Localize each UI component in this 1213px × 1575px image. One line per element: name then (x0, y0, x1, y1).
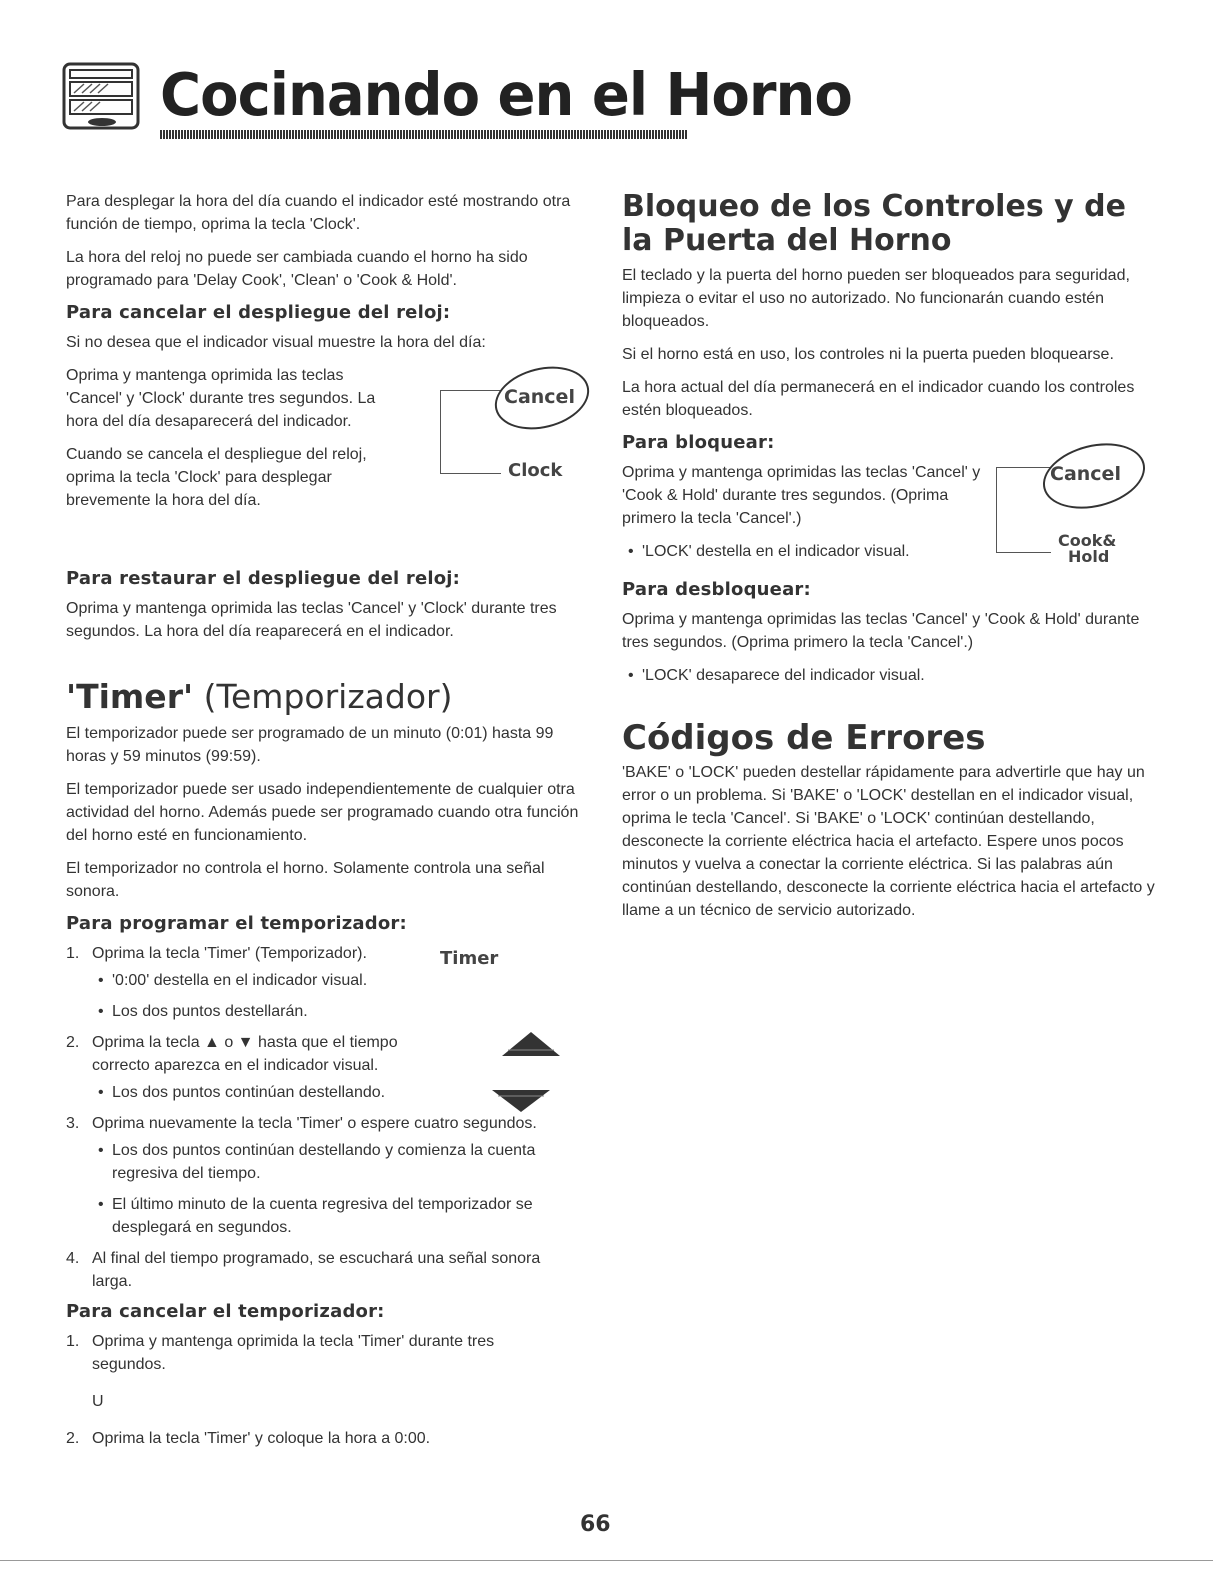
cook-hold-key (1058, 533, 1116, 565)
restore-clock-heading: Para restaurar el despliegue del reloj: (66, 568, 461, 589)
hold-key-label: Hold (1068, 547, 1110, 566)
lock-subheading: Para bloquear: (622, 432, 775, 453)
restore-clock-paragraph: Oprima y mantenga oprimida las teclas 'Cancel' y 'Clock' durante tres segundos. La hora del día reaparecerá en el indicador. (66, 600, 557, 640)
cancel-timer-heading: Para cancelar el temporizador: (66, 1301, 385, 1322)
timer-paragraph-1: El temporizador puede ser programado de un minuto (0:01) hasta 99 horas y 59 minutos (99:59). (66, 725, 554, 765)
cancel-timer-steps-list (66, 1330, 586, 1450)
timer-heading-bold: 'Timer' (66, 677, 194, 716)
cancel-timer-step (66, 1330, 586, 1376)
step-bullets (92, 969, 586, 1023)
unlock-bullet: • 'LOCK' desaparece del indicador visual. (622, 664, 1162, 687)
program-steps-list (66, 942, 586, 1293)
step-bullet: • '0:00' destella en el indicador visual. (92, 969, 412, 992)
program-step (66, 942, 586, 1023)
unlock-bullets (622, 664, 1162, 687)
clock-key: Clock (508, 460, 563, 481)
bottom-rule (0, 1560, 1213, 1561)
timer-heading (66, 677, 586, 716)
step-number: 2. (66, 1034, 80, 1051)
step-text: Oprima la tecla 'Timer' (Temporizador). (92, 945, 367, 962)
step-bullet: • Los dos puntos destellarán. (92, 1000, 412, 1023)
step-text: Oprima nuevamente la tecla 'Timer' o espere cuatro segundos. (92, 1115, 537, 1132)
step-text: Al final del tiempo programado, se escuchará una señal sonora larga. (92, 1250, 541, 1290)
program-step (66, 1031, 586, 1104)
step-text: Oprima y mantenga oprimida la tecla 'Timer' durante tres segundos. (92, 1333, 495, 1373)
intro-paragraph-1: Para desplegar la hora del día cuando el indicador esté mostrando otra función de tiempo, oprima la tecla 'Clock'. (66, 193, 571, 233)
step-text: Oprima la tecla 'Timer' y coloque la hora a 0:00. (92, 1430, 431, 1447)
step-bullets (92, 1081, 586, 1104)
cancel-key: Cancel (504, 386, 575, 408)
oven-icon (62, 62, 144, 132)
unlock-paragraph: Oprima y mantenga oprimidas las teclas 'Cancel' y 'Cook & Hold' durante tres segundos. (Oprima primero la tecla 'Cancel'.) (622, 611, 1140, 651)
step-number: 2. (66, 1430, 80, 1447)
program-steps-block (66, 942, 586, 1293)
right-column (622, 190, 1162, 932)
step-bullet: • Los dos puntos continúan destellando y comienza la cuenta regresiva del tiempo. (92, 1139, 552, 1185)
lock-paragraph-2: Si el horno está en uso, los controles ni la puerta pueden bloquearse. (622, 346, 1114, 363)
lock-sub-paragraph: Oprima y mantenga oprimidas las teclas 'Cancel' y 'Cook & Hold' durante tres segundos. (Oprima primero la tecla 'Cancel'.) (622, 464, 981, 527)
cancel-timer-step (66, 1390, 586, 1413)
errors-paragraph: 'BAKE' o 'LOCK' pueden destellar rápidamente para advertirle que hay un error o un problema. Si 'BAKE' o 'LOCK' destellan en el indicador visual, oprima le tecla 'Cancel'. Si 'BAKE' o 'LOCK' continúan destellando, desconecte la corriente eléctrica hacia el artefacto. Espere unos pocos minutos y vuelva a conectar la corriente eléctrica. Si las palabras aún continúan destellando, desconecte la corriente eléctrica hacia el artefacto y llame a un técnico de servicio autorizado. (622, 764, 1155, 919)
lock-paragraph-1: El teclado y la puerta del horno pueden ser bloqueados para seguridad, limpieza o evitar el uso no autorizado. No funcionarán cuando estén bloqueados. (622, 267, 1130, 330)
timer-heading-light: (Temporizador) (203, 677, 453, 716)
cook-key-label: Cook& (1058, 531, 1117, 550)
program-step (66, 1247, 586, 1293)
unlock-subheading: Para desbloquear: (622, 579, 811, 600)
program-timer-heading: Para programar el temporizador: (66, 913, 407, 934)
lock-block (622, 461, 1162, 571)
lock-bullet: • 'LOCK' destella en el indicador visual. (622, 540, 982, 563)
intro-paragraph-2: La hora del reloj no puede ser cambiada cuando el horno ha sido programado para 'Delay Cook', 'Clean' o 'Cook & Hold'. (66, 249, 528, 289)
lock-bullets (622, 540, 982, 563)
step-number: 4. (66, 1250, 80, 1267)
step-bullets (92, 1139, 586, 1239)
cancel-timer-step (66, 1427, 586, 1450)
cancel-clock-paragraph-2: Oprima y mantenga oprimida las teclas 'Cancel' y 'Clock' durante tres segundos. La hora del día desaparecerá del indicador. (66, 367, 376, 430)
lock-cancel-key: Cancel (1050, 463, 1121, 485)
timer-key: Timer (440, 948, 499, 969)
cancel-clock-block (66, 364, 586, 580)
page-number: 66 (580, 1512, 611, 1537)
title-rule (160, 130, 688, 139)
program-step (66, 1112, 586, 1239)
errors-heading: Códigos de Errores (622, 718, 986, 758)
timer-paragraph-3: El temporizador no controla el horno. Solamente controla una señal sonora. (66, 860, 545, 900)
cancel-clock-heading: Para cancelar el despliegue del reloj: (66, 302, 451, 323)
step-number: 1. (66, 945, 80, 962)
timer-paragraph-2: El temporizador puede ser usado independientemente de cualquier otra actividad del horno. Además puede ser programado cuando otra función del horno esté en funcionamiento. (66, 781, 579, 844)
lock-heading: Bloqueo de los Controles y de la Puerta del Horno (622, 189, 1126, 258)
cancel-clock-paragraph-1: Si no desea que el indicador visual muestre la hora del día: (66, 334, 486, 351)
cancel-clock-paragraph-3: Cuando se cancela el despliegue del reloj, oprima la tecla 'Clock' para desplegar brevemente la hora del día. (66, 446, 367, 509)
step-text: Oprima la tecla ▲ o ▼ hasta que el tiempo correcto aparezca en el indicador visual. (92, 1034, 398, 1074)
step-text: U (92, 1393, 104, 1410)
step-bullet: • El último minuto de la cuenta regresiva del temporizador se desplegará en segundos. (92, 1193, 552, 1239)
page-title: Cocinando en el Horno (160, 61, 852, 130)
lock-paragraph-3: La hora actual del día permanecerá en el indicador cuando los controles estén bloqueados. (622, 379, 1135, 419)
step-number: 1. (66, 1333, 80, 1350)
step-number: 3. (66, 1115, 80, 1132)
key-bracket (440, 390, 501, 474)
page-header (62, 58, 852, 148)
left-column (66, 190, 586, 1464)
step-bullet: • Los dos puntos continúan destellando. (92, 1081, 412, 1104)
